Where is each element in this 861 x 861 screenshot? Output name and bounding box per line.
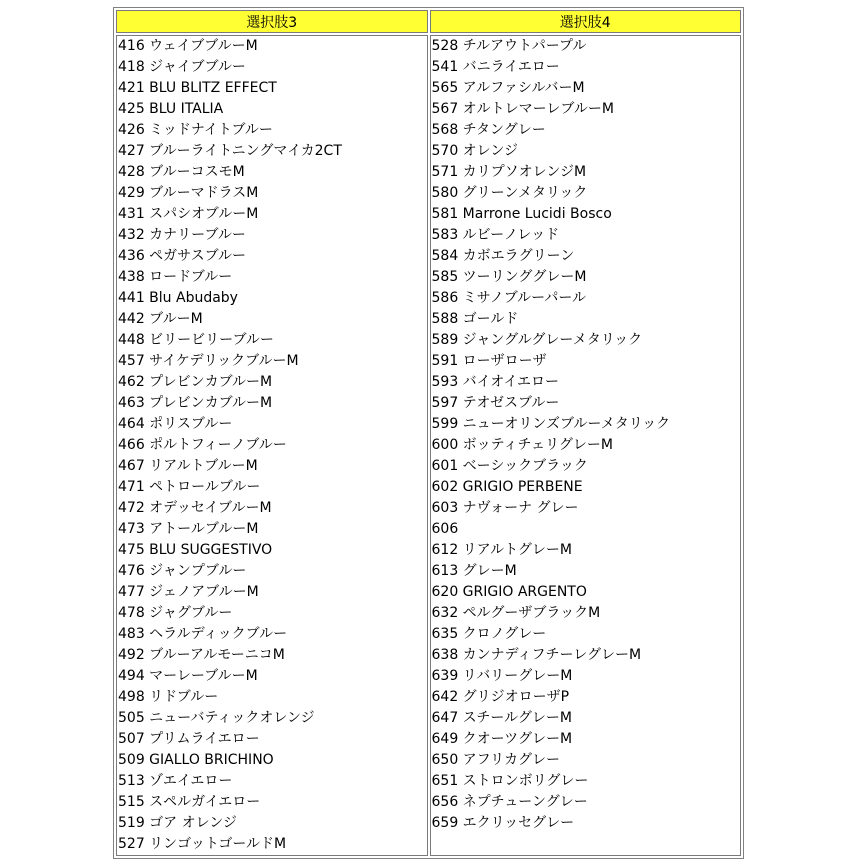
list-item: 600 ボッティチェリグレーM — [431, 437, 613, 453]
list-item: 602 GRIGIO PERBENE — [431, 479, 583, 495]
list-item: 466 ポルトフィーノブルー — [118, 437, 287, 453]
list-item: 647 スチールグレーM — [431, 710, 572, 726]
list-item: 462 プレビンカブルーM — [118, 374, 273, 390]
list-item: 606 — [431, 521, 459, 537]
list-item: 478 ジャグブルー — [118, 605, 233, 621]
list-item: 431 スパシオブルーM — [118, 206, 259, 222]
list-item: 438 ロードブルー — [118, 269, 233, 285]
list-item: 475 BLU SUGGESTIVO — [118, 542, 273, 558]
list-item: 476 ジャンプブルー — [118, 563, 247, 579]
list-item: 477 ジェノアブルーM — [118, 584, 259, 600]
column-header-choice-3: 選択肢3 — [116, 10, 428, 33]
list-item: 632 ペルグーザブラックM — [431, 605, 601, 621]
list-item: 650 アフリカグレー — [431, 752, 560, 768]
list-item: 638 カンナディフチーレグレーM — [431, 647, 642, 663]
list-item: 418 ジャイブブルー — [118, 59, 246, 75]
choice-4-list — [431, 36, 741, 834]
list-item: 519 ゴア オレンジ — [118, 815, 237, 831]
list-item: 649 クオーツグレーM — [431, 731, 573, 747]
list-item: 513 ゾエイエロー — [118, 773, 233, 789]
list-item: 467 リアルトブルーM — [118, 458, 258, 474]
list-item: 494 マーレーブルーM — [118, 668, 258, 684]
list-item: 567 オルトレマーレブルーM — [431, 101, 614, 117]
list-item: 597 テオゼスブルー — [431, 395, 560, 411]
list-item: 651 ストロンボリグレー — [431, 773, 589, 789]
list-item: 442 ブルーM — [118, 311, 203, 327]
list-item: 635 クロノグレー — [431, 626, 547, 642]
list-item: 492 ブルーアルモーニコM — [118, 647, 285, 663]
body-row — [116, 35, 741, 856]
list-item: 416 ウェイブブルーM — [118, 38, 258, 54]
list-item: 585 ツーリンググレーM — [431, 269, 587, 285]
list-item: 613 グレーM — [431, 563, 517, 579]
list-item: 588 ゴールド — [431, 311, 519, 327]
list-item: 581 Marrone Lucidi Bosco — [431, 206, 612, 222]
choice-3-list — [117, 36, 427, 855]
list-item: 464 ポリスブルー — [118, 416, 233, 432]
list-item: 473 アトールブルーM — [118, 521, 259, 537]
list-item: 568 チタングレー — [431, 122, 546, 138]
list-item: 463 プレビンカブルーM — [118, 395, 273, 411]
list-item: 432 カナリーブルー — [118, 227, 246, 243]
choice-4-cell — [430, 35, 742, 856]
list-item: 620 GRIGIO ARGENTO — [431, 584, 587, 600]
list-item: 426 ミッドナイトブルー — [118, 122, 273, 138]
list-item: 589 ジャングルグレーメタリック — [431, 332, 643, 348]
list-item: 457 サイケデリックブルーM — [118, 353, 299, 369]
list-item: 571 カリプソオレンジM — [431, 164, 587, 180]
choices-table — [113, 7, 744, 859]
list-item: 593 バイオイエロー — [431, 374, 559, 390]
list-item: 599 ニューオリンズブルーメタリック — [431, 416, 671, 432]
list-item: 601 ベーシックブラック — [431, 458, 588, 474]
list-item: 421 BLU BLITZ EFFECT — [118, 80, 277, 96]
list-item: 515 スペルガイエロー — [118, 794, 261, 810]
list-item: 639 リバリーグレーM — [431, 668, 573, 684]
list-item: 507 プリムライエロー — [118, 731, 260, 747]
list-item: 505 ニューバティックオレンジ — [118, 710, 315, 726]
list-item: 471 ペトロールブルー — [118, 479, 261, 495]
list-item: 583 ルビーノレッド — [431, 227, 560, 243]
list-item: 483 ヘラルディックブルー — [118, 626, 288, 642]
list-item: 498 リドブルー — [118, 689, 219, 705]
list-item: 429 ブルーマドラスM — [118, 185, 259, 201]
list-item: 570 オレンジ — [431, 143, 518, 159]
list-item: 584 カボエラグリーン — [431, 248, 575, 264]
column-header-choice-4: 選択肢4 — [430, 10, 742, 33]
list-item: 603 ナヴォーナ グレー — [431, 500, 579, 516]
list-item: 448 ビリービリーブルー — [118, 332, 274, 348]
list-item: 612 リアルトグレーM — [431, 542, 572, 558]
list-item: 472 オデッセイブルーM — [118, 500, 272, 516]
list-item: 541 バニライエロー — [431, 59, 560, 75]
list-item: 642 グリジオローザP — [431, 689, 570, 705]
list-item: 586 ミサノブルーパール — [431, 290, 587, 306]
list-item: 428 ブルーコスモM — [118, 164, 245, 180]
list-item: 528 チルアウトパープル — [431, 38, 587, 54]
list-item: 591 ローザローザ — [431, 353, 547, 369]
header-row — [116, 10, 741, 33]
choice-3-cell — [116, 35, 428, 856]
list-item: 656 ネプチューングレー — [431, 794, 588, 810]
list-item: 527 リンゴットゴールドM — [118, 836, 287, 852]
list-item: 436 ペガサスブルー — [118, 248, 247, 264]
list-item: 509 GIALLO BRICHINO — [118, 752, 274, 768]
choices-table-frame — [113, 7, 744, 852]
list-item: 427 ブルーライトニングマイカ2CT — [118, 143, 342, 159]
list-item: 565 アルファシルバーM — [431, 80, 585, 96]
list-item: 580 グリーンメタリック — [431, 185, 588, 201]
list-item: 425 BLU ITALIA — [118, 101, 224, 117]
list-item: 441 Blu Abudaby — [118, 290, 238, 306]
list-item: 659 エクリッセグレー — [431, 815, 575, 831]
